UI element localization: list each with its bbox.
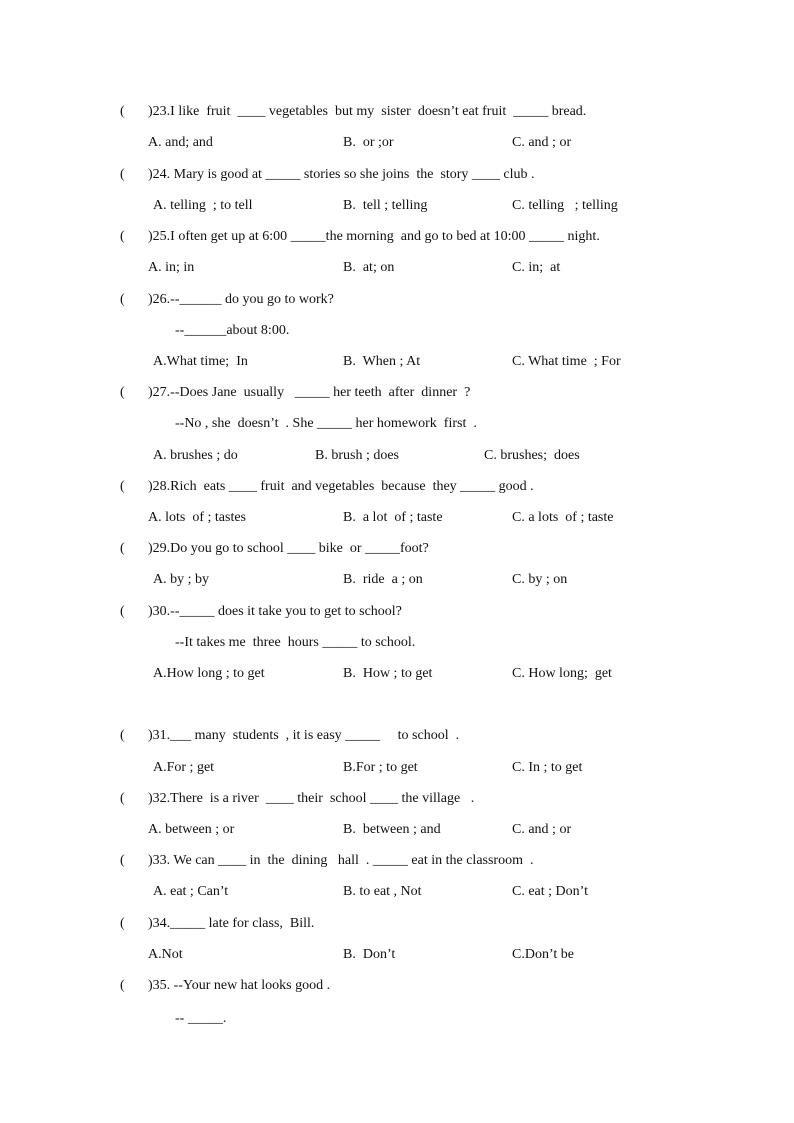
question-25 [0,227,794,247]
question-stem: )26.--______ do you go to work? [148,292,334,307]
dialogue-reply: --It takes me three hours _____ to school. [175,635,416,650]
option-c[interactable]: C. brushes; does [484,448,580,463]
option-b[interactable]: B. How ; to get [343,666,433,681]
question-stem: )30.--_____ does it take you to get to school? [148,604,402,619]
question-30-reply [0,633,794,653]
option-c[interactable]: C. In ; to get [512,760,583,775]
option-b[interactable]: B. tell ; telling [343,198,428,213]
options-26 [0,352,794,372]
option-a[interactable]: A. eat ; Can’t [153,884,229,899]
answer-blank[interactable]: ( [120,385,125,400]
question-29 [0,539,794,559]
option-b[interactable]: B. Don’t [343,947,396,962]
option-a[interactable]: A. brushes ; do [153,448,238,463]
question-31 [0,726,794,746]
question-34 [0,914,794,934]
option-b[interactable]: B. or ;or [343,135,394,150]
option-a[interactable]: A. and; and [148,135,213,150]
question-28 [0,477,794,497]
options-31 [0,758,794,778]
question-27 [0,383,794,403]
answer-blank[interactable]: ( [120,292,125,307]
dialogue-reply: --No , she doesn’t . She _____ her homework first . [175,416,477,431]
option-b[interactable]: B. a lot of ; taste [343,510,443,525]
question-stem: )33. We can ____ in the dining hall . _____ eat in the classroom . [148,853,534,868]
question-24 [0,165,794,185]
answer-blank[interactable]: ( [120,104,125,119]
options-23 [0,133,794,153]
option-c[interactable]: C. in; at [512,260,561,275]
option-c[interactable]: C. eat ; Don’t [512,884,588,899]
option-c[interactable]: C. telling ; telling [512,198,618,213]
question-27-reply [0,414,794,434]
question-stem: )34._____ late for class, Bill. [148,916,315,931]
option-a[interactable]: A.How long ; to get [153,666,265,681]
option-b[interactable]: B. between ; and [343,822,441,837]
question-stem: )31.___ many students , it is easy _____ to school . [148,728,460,743]
answer-blank[interactable]: ( [120,167,125,182]
question-30 [0,602,794,622]
option-c[interactable]: C. What time ; For [512,354,621,369]
options-33 [0,882,794,902]
option-c[interactable]: C. by ; on [512,572,568,587]
answer-blank[interactable]: ( [120,728,125,743]
answer-blank[interactable]: ( [120,978,125,993]
answer-blank[interactable]: ( [120,916,125,931]
dialogue-reply: -- _____. [175,1011,227,1026]
question-stem: )25.I often get up at 6:00 _____the morning and go to bed at 10:00 _____ night. [148,229,600,244]
option-c[interactable]: C.Don’t be [512,947,574,962]
answer-blank[interactable]: ( [120,853,125,868]
option-c[interactable]: C. and ; or [512,822,572,837]
question-stem: )28.Rich eats ____ fruit and vegetables because they _____ good . [148,479,534,494]
dialogue-reply: --______about 8:00. [175,323,290,338]
option-b[interactable]: B. ride a ; on [343,572,423,587]
question-stem: )27.--Does Jane usually _____ her teeth after dinner ? [148,385,471,400]
options-27 [0,446,794,466]
option-b[interactable]: B. When ; At [343,354,421,369]
option-c[interactable]: C. How long; get [512,666,612,681]
options-28 [0,508,794,528]
option-a[interactable]: A. telling ; to tell [153,198,253,213]
option-a[interactable]: A. in; in [148,260,195,275]
answer-blank[interactable]: ( [120,229,125,244]
options-32 [0,820,794,840]
question-stem: )35. --Your new hat looks good . [148,978,331,993]
answer-blank[interactable]: ( [120,791,125,806]
answer-blank[interactable]: ( [120,541,125,556]
question-26 [0,290,794,310]
question-35-reply [0,1009,794,1029]
option-b[interactable]: B. to eat , Not [343,884,422,899]
option-b[interactable]: B. at; on [343,260,395,275]
options-24 [0,196,794,216]
question-32 [0,789,794,809]
option-a[interactable]: A.Not [148,947,183,962]
option-b[interactable]: B. brush ; does [315,448,399,463]
option-b[interactable]: B.For ; to get [343,760,418,775]
options-34 [0,945,794,965]
option-a[interactable]: A. between ; or [148,822,235,837]
question-stem: )29.Do you go to school ____ bike or _____foot? [148,541,429,556]
question-33 [0,851,794,871]
option-c[interactable]: C. a lots of ; taste [512,510,614,525]
options-29 [0,570,794,590]
option-a[interactable]: A. by ; by [153,572,209,587]
answer-blank[interactable]: ( [120,479,125,494]
option-a[interactable]: A.For ; get [153,760,215,775]
options-25 [0,258,794,278]
question-stem: )24. Mary is good at _____ stories so she joins the story ____ club . [148,167,535,182]
option-c[interactable]: C. and ; or [512,135,572,150]
answer-blank[interactable]: ( [120,604,125,619]
question-35 [0,976,794,996]
question-stem: )23.I like fruit ____ vegetables but my sister doesn’t eat fruit _____ bread. [148,104,587,119]
question-23 [0,102,794,122]
options-30 [0,664,794,684]
question-stem: )32.There is a river ____ their school ____ the village . [148,791,475,806]
option-a[interactable]: A. lots of ; tastes [148,510,246,525]
question-26-reply [0,321,794,341]
option-a[interactable]: A.What time; In [153,354,248,369]
